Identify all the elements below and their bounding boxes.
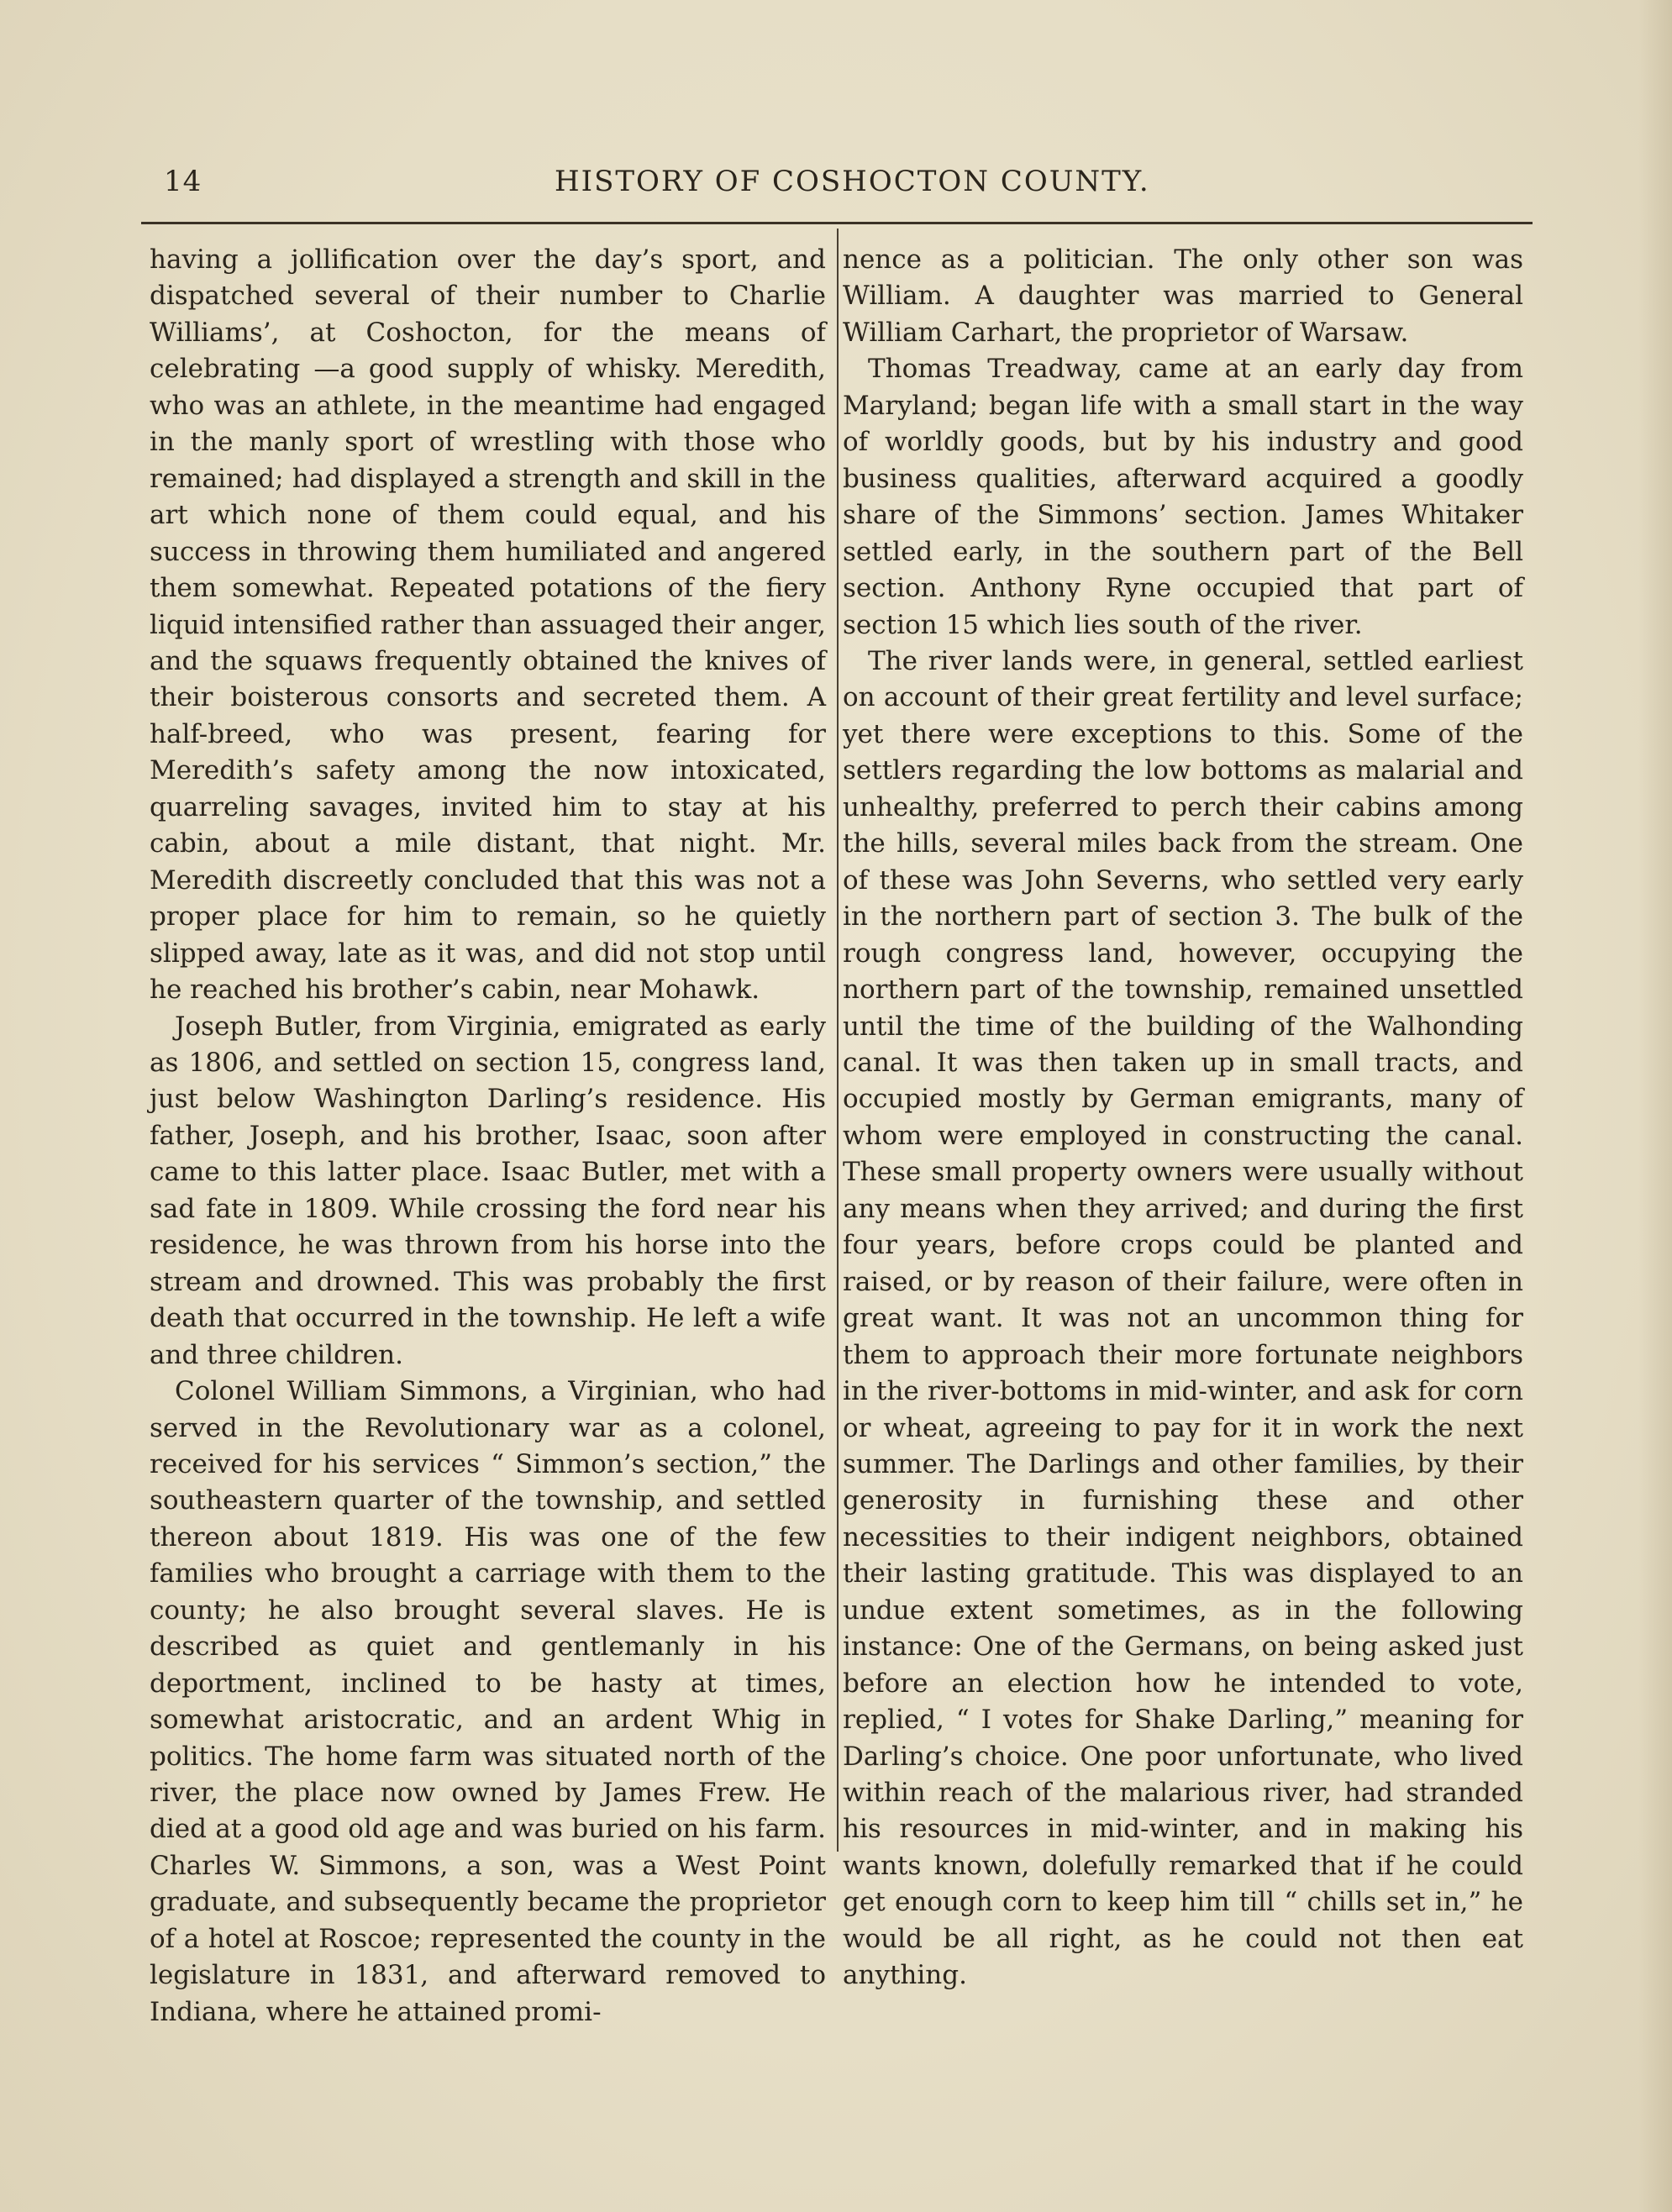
paragraph: having a jollification over the day’s sport, and dispatched several of their number to Charlie Williams’, at Coshocton, for the means of celebrating —a good supply of whisky. Meredith, who was an athlete, in the meantime had engaged in the manly sport of wrestling with those who remained; had displayed a strength and skill in the art which none of them could equal, and his success in throwing them humiliated and angered them somewhat. Repeated potations of the fiery liquid intensified rather than assuaged their anger, and the squaws frequently obtained the knives of their boisterous consorts and secreted them. A half-breed, who was present, fearing for Meredith’s safety among the now intoxicated, quarreling savages, invited him to stay at his cabin, about a mile distant, that night. Mr. Meredith discreetly concluded that this was not a proper place for him to remain, so he quietly slipped away, late as it was, and did not stop until he reached his brother’s cabin, near Mohawk. <box>150 244 826 1006</box>
header-rule <box>141 222 1533 224</box>
paragraph: Thomas Treadway, came at an early day from Maryland; began life with a small start in the way of worldly goods, but by his industry and good business qualities, afterward acquired a goodly share of the Simmons’ section. James Whitaker settled early, in the southern part of the Bell section. Anthony Ryne occupied that part of section 15 which lies south of the river. <box>843 354 1523 640</box>
page-number: 14 <box>164 165 202 198</box>
paragraph: The river lands were, in general, settled earliest on account of their great fertility and level surface; yet there were exceptions to this. Some of the settlers regarding the low bottoms as malarial and unhealthy, preferred to perch their cabins among the hills, several miles back from the stream. One of these was John Severns, who settled very early in the northern part of section 3. The bulk of the rough congress land, however, occupying the northern part of the township, remained unsettled until the time of the building of the Walhonding canal. It was then taken up in small tracts, and occupied mostly by German emigrants, many of whom were employed in constructing the canal. These small property owners were usually without any means when they arrived; and during the first four years, before crops could be planted and raised, or by reason of their failure, were often in great want. It was not an uncommon thing for them to approach their more fortunate neighbors in the river-bottoms in mid-winter, and ask for corn or wheat, agreeing to pay for it in work the next summer. The Darlings and other families, by their generosity in furnishing these and other necessities to their indigent neighbors, obtained their lasting gratitude. This was displayed to an undue extent sometimes, as in the following instance: One of the Germans, on being asked just before an election how he intended to vote, replied, “ I votes for Shake Darling,” meaning for Darling’s choice. One poor unfortunate, who lived within reach of the malarious river, had stranded his resources in mid-winter, and in making his wants known, dolefully remarked that if he could get enough corn to keep him till “ chills set in,” he would be all right, as he could not then eat anything. <box>843 645 1523 1991</box>
paragraph: Joseph Butler, from Virginia, emigrated as early as 1806, and settled on section 15, congress land, just below Washington Darling’s residence. His father, Joseph, and his brother, Isaac, soon after came to this latter place. Isaac Butler, met with a sad fate in 1809. While crossing the ford near his residence, he was thrown from his horse into the stream and drowned. This was probably the first death that occurred in the township. He left a wife and three children. <box>150 1011 826 1370</box>
paragraph: nence as a politician. The only other son was William. A daughter was married to General William Carhart, the proprietor of Warsaw. <box>843 244 1523 348</box>
left-column <box>150 242 826 2031</box>
column-divider <box>837 229 839 1852</box>
page-edge-shadow <box>1638 0 1672 2212</box>
running-title: HISTORY OF COSHOCTON COUNTY. <box>555 165 1150 198</box>
paragraph: Colonel William Simmons, a Virginian, who had served in the Revolutionary war as a colonel, received for his services “ Simmon’s section,” the southeastern quarter of the township, and settled thereon about 1819. His was one of the few families who brought a carriage with them to the county; he also brought several slaves. He is described as quiet and gentlemanly in his deportment, inclined to be hasty at times, somewhat aristocratic, and an ardent Whig in politics. The home farm was situated north of the river, the place now owned by James Frew. He died at a good old age and was buried on his farm. Charles W. Simmons, a son, was a West Point graduate, and subsequently became the proprietor of a hotel at Roscoe; represented the county in the legislature in 1831, and afterward removed to Indiana, where he attained promi- <box>150 1376 826 2027</box>
page-header <box>0 158 1672 208</box>
right-column <box>843 242 1523 1994</box>
